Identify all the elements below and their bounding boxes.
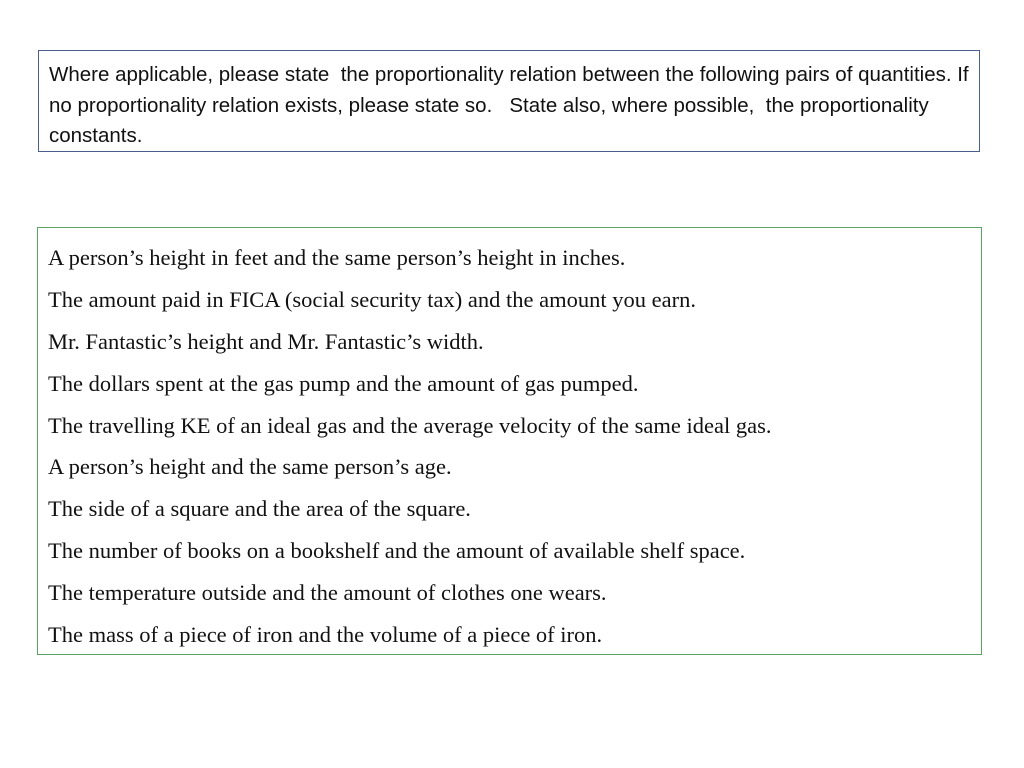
quantity-pairs-list [48, 237, 981, 656]
list-item: The number of books on a bookshelf and the amount of available shelf space. [48, 538, 746, 564]
list-item: The side of a square and the area of the square. [48, 496, 471, 522]
list-item: Mr. Fantastic’s height and Mr. Fantastic’s width. [48, 328, 484, 354]
list-item: The mass of a piece of iron and the volume of a piece of iron. [48, 622, 603, 648]
instructions-box [38, 50, 980, 152]
instructions-text: Where applicable, please state the proportionality relation between the following pairs of quantities. If no proportionality relation exists, please state so. State also, where possible, the proportionality constants. [49, 63, 975, 147]
list-item: A person’s height in feet and the same person’s height in inches. [48, 245, 626, 270]
list-item: A person’s height and the same person’s age. [48, 454, 452, 480]
list-item: The amount paid in FICA (social security tax) and the amount you earn. [48, 286, 696, 312]
list-item: The travelling KE of an ideal gas and the average velocity of the same ideal gas. [48, 412, 772, 438]
list-item: The temperature outside and the amount of clothes one wears. [48, 580, 607, 606]
list-item: The dollars spent at the gas pump and the amount of gas pumped. [48, 370, 639, 396]
quantity-pairs-box [37, 227, 982, 655]
